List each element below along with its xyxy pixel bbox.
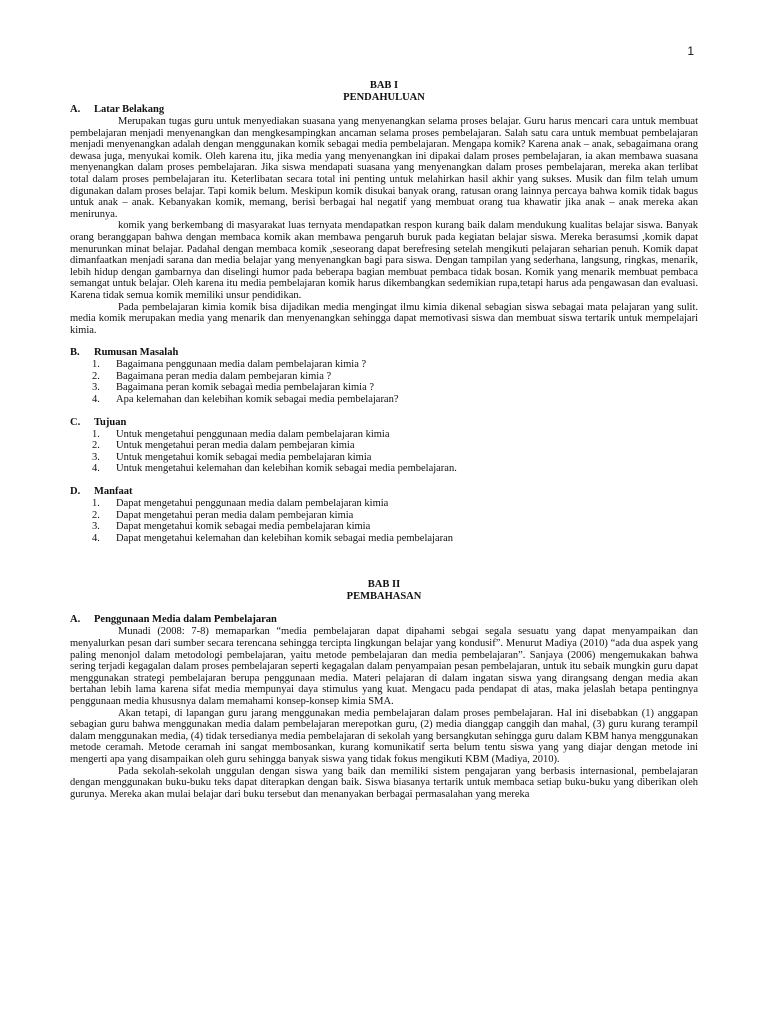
paragraph: komik yang berkembang di masyarakat luas ternyata mendapatkan respon kurang baik dalam mendukung kualitas belajar siswa. Banyak orang beranggapan bahwa dengan membaca komik akan membawa pengaruh buruk pada kegiatan belajar siswa. Mereka berasumsi ,komik dapat menurunkan minat belajar. Padahal dengan membaca komik ,seseorang dapat berefresing setelah mengikuti pelajaran seharian penuh. Komik dapat dimanfaatkan menjadi sarana dan media belajar yang menyenangkan bagi para siswa. Dengan tampilan yang sederhana, langsung, ringkas, menarik, lebih hidup dengan gambarnya dan diselingi humor pada beberapa bagian membuat pembaca tidak bosan. Komik yang menarik membuat pembaca semangat untuk belajar. Oleh karena itu media pembelajaran komik harus dikembangkan sedemikian rupa,tetapi harus ada pengawasan dan evaluasi. Karena tidak semua komik memiliki unsur pendidikan. — [70, 220, 698, 301]
list-text: Dapat mengetahui penggunaan media dalam pembelajaran kimia — [116, 498, 389, 510]
list-number: 4. — [92, 532, 100, 544]
list-number: 3. — [92, 451, 100, 463]
list-item — [70, 371, 698, 383]
list-number: 1. — [92, 498, 100, 510]
list-number: 3. — [92, 521, 100, 533]
list-text: Bagaimana penggunaan media dalam pembelajaran kimia ? — [116, 359, 367, 371]
list-number: 1. — [92, 359, 100, 371]
list-text: Dapat mengetahui peran media dalam pembejaran kimia — [116, 509, 354, 521]
section-title: Latar Belakang — [94, 104, 165, 115]
list-text: Untuk mengetahui peran media dalam pembejaran kimia — [116, 440, 355, 452]
list-item — [70, 440, 698, 452]
numbered-list — [70, 429, 698, 475]
numbered-list — [70, 359, 698, 405]
list-number: 4. — [92, 463, 100, 475]
section-heading — [70, 347, 698, 359]
section-letter: D. — [70, 486, 81, 498]
list-item — [70, 382, 698, 394]
list-text: Untuk mengetahui kelemahan dan kelebihan komik sebagai media pembelajaran. — [116, 463, 457, 475]
list-text: Apa kelemahan dan kelebihan komik sebagai media pembelajaran? — [116, 394, 399, 406]
section-letter: B. — [70, 347, 80, 359]
list-item — [70, 521, 698, 533]
page-number: 1 — [687, 44, 694, 58]
list-number: 4. — [92, 394, 100, 406]
section-letter: A. — [70, 104, 81, 115]
list-item — [70, 394, 698, 406]
list-text: Dapat mengetahui kelemahan dan kelebihan komik sebagai media pembelajaran — [116, 532, 454, 544]
list-item — [70, 429, 698, 441]
list-text: Bagaimana peran komik sebagai media pembelajaran kimia ? — [116, 382, 375, 394]
list-number: 3. — [92, 382, 100, 394]
paragraph: Munadi (2008: 7-8) memaparkan “media pembelajaran dapat dipahami sebgai segala sesuatu yang dapat menyampaikan dan menyalurkan pesan dari sumber secara terencana sehingga tercipta lingkungan belajar yang kondusif”. Menurut Madiya (2010) “ada dua aspek yang paling menonjol dalam metodologi pembelajaran, yaitu metode pembelajaran dan media pembelajaran”. Sanjaya (2006) mengemukakan bahwa sering terjadi kegagalan dalam proses pembelajaran seperti kegagalan dalam penyampaian pesan pembelajaran, untuk itu sebaik mungkin guru dapat menggunakan strategi pembelajaran berupa penggunaan media. Materi pelajaran di dalam ingatan siswa yang dirangsang dengan media akan bertahan lebih lama karena sifat media mempunyai daya stimulus yang kuat. Mengacu pada pendapat di atas, maka jelaslah betapa pentingnya penggunaan media khususnya dalam memahami konsep-konsep kimia SMA. — [70, 626, 698, 707]
section-heading — [70, 614, 698, 626]
list-item — [70, 510, 698, 522]
chapter-label: BAB I — [369, 80, 399, 91]
section-letter: C. — [70, 416, 81, 428]
section-title: Tujuan — [94, 416, 127, 428]
paragraph: Pada pembelajaran kimia komik bisa dijadikan media mengingat ilmu kimia dikenal sebagian siswa sebagai mata pelajaran yang sulit. media komik merupakan media yang menarik dan menyenangkan sehingga dapat memotivasi siswa dan membuat siswa tertarik untuk mempelajari kimia. — [70, 301, 698, 336]
list-number: 1. — [92, 428, 100, 440]
chapter-label: BAB II — [367, 579, 401, 591]
chapter-title: PENDAHULUAN — [343, 92, 425, 103]
list-text: Dapat mengetahui komik sebagai media pembelajaran kimia — [116, 521, 371, 533]
list-item — [70, 452, 698, 464]
paragraph: Akan tetapi, di lapangan guru jarang menggunakan media pembelajaran dalam proses pembelajaran. Hal ini disebabkan (1) anggapan sebagian guru bahwa menggunakan media dalam pembelajaran merepotkan guru, (2) media dianggap canggih dan mahal, (3) guru kurang terampil dalam menggunakan media, (4) tidak tersedianya media pembelajaran di sekolah yang bersangkutan sehingga guru dalam KBM hanya menggunakan metode ceramah. Metode ceramah ini sangat membosankan, kurang komunikatif serta belum tentu siswa yang yang diajar dengan metode ini mengerti apa yang disampaikan oleh guru sehingga banyak siswa yang tidak fokus mengikuti KBM (Madiya, 2010). — [70, 707, 698, 765]
section-heading — [70, 486, 698, 498]
list-item — [70, 533, 698, 545]
chapter-title: PEMBAHASAN — [346, 591, 422, 603]
section-title: Manfaat — [94, 486, 133, 498]
list-text: Untuk mengetahui komik sebagai media pembelajaran kimia — [116, 451, 372, 463]
section-title: Rumusan Masalah — [94, 347, 179, 359]
list-item — [70, 498, 698, 510]
list-text: Untuk mengetahui penggunaan media dalam pembelajaran kimia — [116, 428, 390, 440]
section-heading — [70, 417, 698, 429]
list-number: 2. — [92, 440, 100, 452]
paragraph: Pada sekolah-sekolah unggulan dengan siswa yang baik dan memiliki sistem pengajaran yang berbasis internasional, pembelajaran dengan menggunakan buku-buku teks dapat diterapkan dengan baik. Siswa biasanya tertarik untuk membaca setiap buku-buku yang diberikan oleh gurunya. Mereka akan mulai belajar dari buku tersebut dan menanyakan berbagai permasalahan yang mereka — [70, 765, 698, 800]
section-title: Penggunaan Media dalam Pembelajaran — [94, 614, 277, 626]
section-heading — [70, 104, 698, 116]
paragraph: Merupakan tugas guru untuk menyediakan suasana yang menyenangkan selama proses belajar. Guru harus mencari cara untuk membuat pembelajaran menjadi menyenangkan dan mengkesampingkan ancaman selama proses pembelajaran. Salah satu cara untuk membuat pembelajaran menjadi menyenangkan adalah dengan menggunakan komik sebagai media pembelajaran. Mengapa komik? Karena anak – anak, sebagaimana orang dewasa juga, menyukai komik. Oleh karena itu, jika media yang menyenangkan ini dipakai dalam proses pembelajaran, ia akan membawa suasana menyenangkan dalam proses pembelajaran. Jika siswa mendapati suasana yang menyenangkan dalam proses pembelajaran, mereka akan terlibat total dalam proses pembelajaran itu. Keterlibatan secara total ini penting untuk melahirkan hasil akhir yang sukses. Musik dan film telah umum digunakan dalam proses belajar. Tapi komik belum. Meskipun komik disukai banyak orang, ratusan orang lainnya percaya bahwa komik tidak bagus untuk anak – anak. Kebanyakan komik, memang, berisi berbagai hal negatif yang membuat orang tua khawatir jika anak – anak mereka akan menirunya. — [70, 116, 698, 220]
list-number: 2. — [92, 370, 100, 382]
list-text: Bagaimana peran media dalam pembejaran kimia ? — [116, 370, 332, 382]
list-item — [70, 359, 698, 371]
section-letter: A. — [70, 614, 81, 626]
list-number: 2. — [92, 509, 100, 521]
numbered-list — [70, 498, 698, 544]
list-item — [70, 463, 698, 475]
